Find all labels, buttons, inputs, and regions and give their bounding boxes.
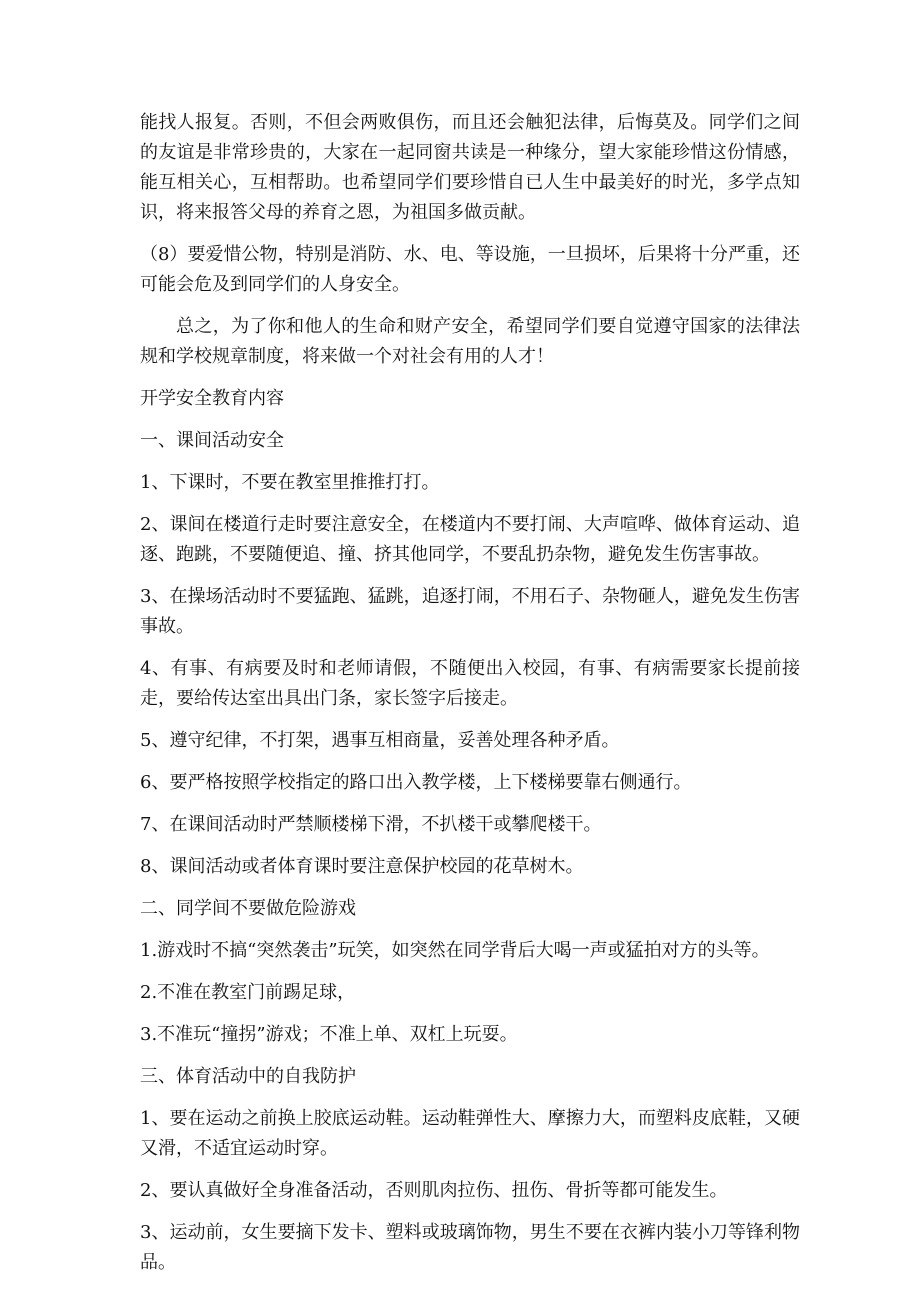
- list-item: 1、下课时，不要在教室里推推打打。: [140, 472, 440, 493]
- list-item: 6、要严格按照学校指定的路口出入教学楼，上下楼梯要靠右侧通行。: [140, 772, 692, 793]
- list-item: 5、遵守纪律，不打架，遇事互相商量，妥善处理各种矛盾。: [140, 730, 620, 751]
- list-item: 4、有事、有病要及时和老师请假，不随便出入校园，有事、有病需要家长提前接走，要给传达室出具出门条，家长签字后接走。: [140, 658, 800, 709]
- list-item: 1、要在运动之前换上胶底运动鞋。运动鞋弹性大、摩擦力大，而塑料皮底鞋，又硬又滑，不适宜运动时穿。: [140, 1108, 800, 1159]
- section-heading-2: 二、同学间不要做危险游戏: [140, 898, 356, 919]
- document-page: [140, 108, 800, 1290]
- section-heading-3: 三、体育活动中的自我防护: [140, 1066, 356, 1087]
- paragraph-continuation: 能找人报复。否则，不但会两败俱伤，而且还会触犯法律，后悔莫及。同学们之间的友谊是非常珍贵的，大家在一起同窗共读是一种缘分，望大家能珍惜这份情感，能互相关心，互相帮助。也希望同学们要珍惜自已人生中最美好的时光，多学点知识，将来报答父母的养育之恩，为祖国多做贡献。: [140, 112, 800, 223]
- section-heading-1: 一、课间活动安全: [140, 430, 284, 451]
- list-item: 2.不准在教室门前踢足球，: [140, 982, 356, 1003]
- list-item: 8、课间活动或者体育课时要注意保护校园的花草树木。: [140, 856, 584, 877]
- paragraph-conclusion: 总之，为了你和他人的生命和财产安全，希望同学们要自觉遵守国家的法律法规和学校规章制度，将来做一个对社会有用的人才！: [140, 316, 800, 367]
- list-item: 2、课间在楼道行走时要注意安全，在楼道内不要打闹、大声喧哗、做体育运动、追逐、跑跳，不要随便追、撞、挤其他同学，不要乱扔杂物，避免发生伤害事故。: [140, 514, 800, 565]
- list-item: 1.游戏时不搞“突然袭击”玩笑，如突然在同学背后大喝一声或猛拍对方的头等。: [140, 940, 770, 961]
- list-item: 3、运动前，女生要摘下发卡、塑料或玻璃饰物，男生不要在衣裤内装小刀等锋利物品。: [140, 1222, 800, 1273]
- list-item: 3、在操场活动时不要猛跑、猛跳，追逐打闹，不用石子、杂物砸人，避免发生伤害事故。: [140, 586, 800, 637]
- list-item: 7、在课间活动时严禁顺楼梯下滑，不扒楼干或攀爬楼干。: [140, 814, 602, 835]
- document-title: 开学安全教育内容: [140, 388, 284, 409]
- paragraph-item-8: （8）要爱惜公物，特别是消防、水、电、等设施，一旦损坏，后果将十分严重，还可能会危及到同学们的人身安全。: [140, 244, 800, 295]
- list-item: 3.不准玩“撞拐”游戏；不准上单、双杠上玩耍。: [140, 1024, 518, 1045]
- list-item: 2、要认真做好全身准备活动，否则肌肉拉伤、扭伤、骨折等都可能发生。: [140, 1180, 728, 1201]
